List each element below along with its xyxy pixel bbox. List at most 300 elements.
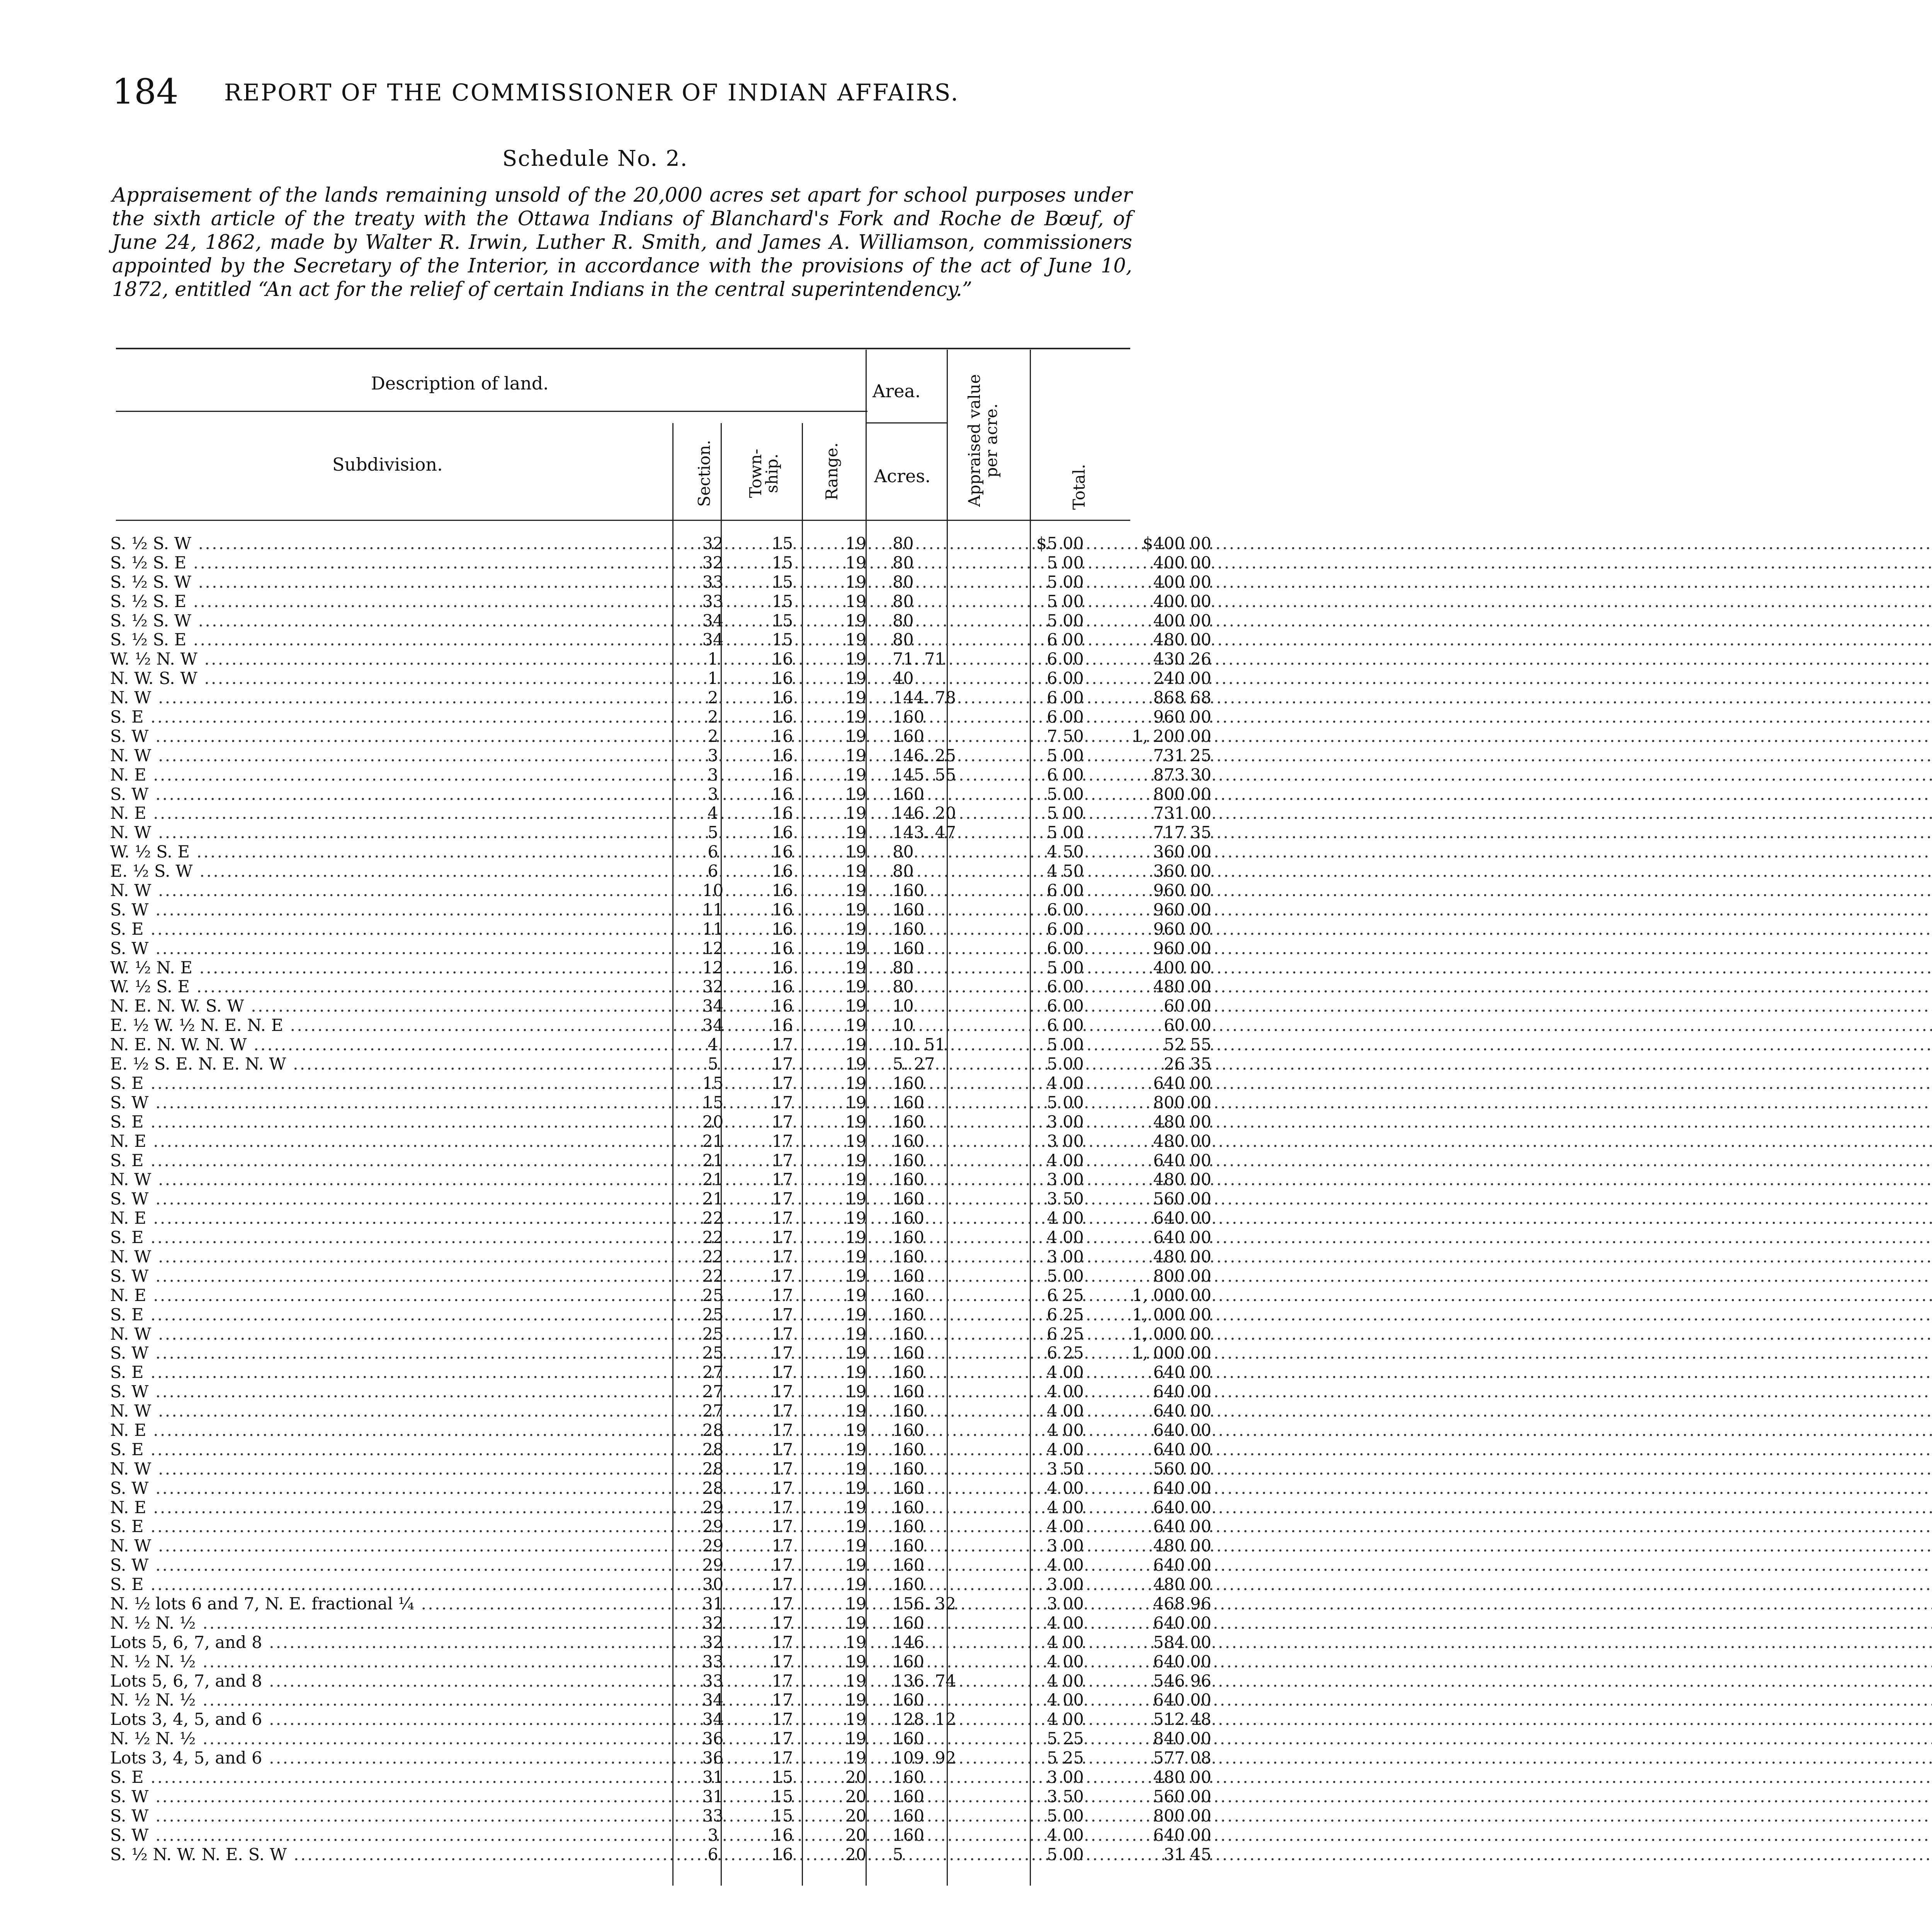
total-cell: 640 00 [1153, 1382, 1211, 1402]
township-cell: 16 [772, 688, 793, 708]
acres-cell: 160 [893, 1324, 925, 1344]
section-cell: 1 [707, 669, 718, 689]
acres-cell: 80 [893, 842, 914, 862]
township-cell: 17 [772, 1633, 793, 1652]
value-per-acre-cell: 5 00 [1047, 611, 1084, 631]
section-cell: 34 [702, 1016, 724, 1036]
total-cell: 873 30 [1153, 765, 1211, 785]
section-cell: 31 [702, 1594, 724, 1614]
table-row [110, 1575, 1211, 1595]
range-cell: 19 [845, 1189, 867, 1209]
subdivision-cell: N. W ..... [110, 1402, 667, 1421]
total-cell: 1, 000 00 [1132, 1324, 1211, 1344]
value-per-acre-cell: 4 00 [1047, 1498, 1084, 1517]
range-cell: 19 [845, 1594, 867, 1614]
value-per-acre-cell: 6 25 [1047, 1286, 1084, 1305]
table-row [110, 650, 1211, 669]
township-cell: 17 [772, 1209, 793, 1228]
acres-cell: 80 [893, 611, 914, 631]
acres-cell: 5 [893, 1845, 903, 1864]
subdivision-cell: N. W ..... [110, 1170, 667, 1190]
range-cell: 20 [845, 1825, 867, 1845]
acres-cell: 160 [893, 1266, 925, 1286]
subdivision-cell: Lots 5, 6, 7, and 8 ..... [110, 1672, 667, 1691]
range-cell: 20 [845, 1806, 867, 1826]
table-row [110, 572, 1211, 592]
acres-cell: 160 [893, 1131, 925, 1151]
section-cell: 28 [702, 1420, 724, 1440]
header-divider-rule [116, 411, 867, 412]
section-cell: 33 [702, 1671, 724, 1691]
range-cell: 20 [845, 1845, 867, 1864]
acres-cell: 160 [893, 1806, 925, 1826]
acres-cell: 160 [893, 1073, 925, 1093]
range-cell: 19 [845, 1556, 867, 1575]
acres-cell: 160 [893, 1440, 925, 1459]
acres-cell: 160 [893, 881, 925, 901]
total-cell: 800 00 [1153, 1266, 1211, 1286]
range-cell: 19 [845, 900, 867, 920]
total-cell: 480 00 [1153, 1112, 1211, 1132]
township-cell: 16 [772, 804, 793, 823]
acres-cell: 160 [893, 784, 925, 804]
area-group-header: Area. [872, 381, 921, 401]
subdivision-cell: W. ½ N. W ..... [110, 650, 667, 669]
value-per-acre-cell: 4 00 [1047, 1478, 1084, 1498]
section-cell: 36 [702, 1729, 724, 1749]
range-cell: 19 [845, 1112, 867, 1132]
table-row [110, 1787, 1211, 1807]
range-cell: 19 [845, 669, 867, 689]
total-cell: 640 00 [1153, 1228, 1211, 1248]
range-cell: 19 [845, 1633, 867, 1652]
section-cell: 25 [702, 1286, 724, 1305]
section-cell: 22 [702, 1266, 724, 1286]
total-cell: 640 00 [1153, 1613, 1211, 1633]
section-cell: 6 [707, 842, 718, 862]
township-cell: 15 [772, 592, 793, 611]
total-cell: 640 00 [1153, 1517, 1211, 1537]
section-cell: 34 [702, 611, 724, 631]
range-cell: 19 [845, 1170, 867, 1190]
value-per-acre-cell: 3 00 [1047, 1594, 1084, 1614]
range-cell: 19 [845, 707, 867, 727]
table-row [110, 726, 1211, 747]
acres-cell: 160 [893, 1652, 925, 1672]
subdivision-cell: N. E ..... [110, 1132, 667, 1151]
total-cell: 400 00 [1153, 958, 1211, 978]
total-cell: 1, 200 00 [1132, 726, 1211, 746]
acres-cell: 160 [893, 1690, 925, 1710]
value-per-acre-cell: 4 00 [1047, 1633, 1084, 1652]
range-cell: 19 [845, 1498, 867, 1517]
total-cell: 868 68 [1153, 688, 1211, 708]
acres-cell: 160 [893, 1209, 925, 1228]
value-per-acre-cell: 6 00 [1047, 939, 1084, 958]
township-cell: 17 [772, 1035, 793, 1055]
table-row [110, 688, 1211, 708]
table-row [110, 1344, 1211, 1363]
acres-cell: 10 [893, 1016, 914, 1036]
total-cell: 546 96 [1153, 1671, 1211, 1691]
table-row [110, 881, 1211, 901]
section-cell: 3 [707, 1825, 718, 1845]
section-cell: 31 [702, 1787, 724, 1806]
section-cell: 12 [702, 939, 724, 958]
value-per-acre-cell: 5 00 [1047, 1845, 1084, 1864]
table-row [110, 1016, 1211, 1036]
acres-cell: 160 [893, 1228, 925, 1248]
subdivision-cell: S. E ..... [110, 920, 667, 939]
acres-cell: 160 [893, 1498, 925, 1517]
section-cell: 12 [702, 958, 724, 978]
total-cell: 640 00 [1153, 1209, 1211, 1228]
table-row [110, 1420, 1211, 1440]
section-cell: 6 [707, 862, 718, 881]
acres-cell: 136. 74 [893, 1671, 956, 1691]
acres-cell: 160 [893, 900, 925, 920]
table-row [110, 1768, 1211, 1787]
township-cell: 15 [772, 611, 793, 631]
section-header: Section. [695, 440, 714, 507]
township-cell: 17 [772, 1073, 793, 1093]
subdivision-cell: S. E ..... [110, 1113, 667, 1132]
table-row [110, 1401, 1211, 1421]
range-cell: 19 [845, 1363, 867, 1383]
table-top-rule [116, 348, 1130, 349]
section-cell: 28 [702, 1440, 724, 1459]
township-cell: 16 [772, 900, 793, 920]
table-row [110, 1324, 1211, 1344]
section-cell: 29 [702, 1498, 724, 1517]
range-cell: 19 [845, 1575, 867, 1595]
value-per-acre-cell: 3 00 [1047, 1536, 1084, 1556]
section-cell: 3 [707, 784, 718, 804]
acres-cell: 146. 25 [893, 746, 956, 765]
total-cell: 52 55 [1163, 1035, 1211, 1055]
section-cell: 36 [702, 1748, 724, 1768]
total-cell: 960 00 [1153, 939, 1211, 958]
total-cell: 1, 000 00 [1132, 1286, 1211, 1305]
township-cell: 17 [772, 1536, 793, 1556]
township-cell: 16 [772, 669, 793, 689]
subdivision-cell: N. W ..... [110, 1460, 667, 1479]
total-cell: 480 00 [1153, 1575, 1211, 1595]
acres-cell: 160 [893, 1517, 925, 1537]
value-per-acre-cell: 7 50 [1047, 726, 1084, 746]
table-row [110, 1247, 1211, 1267]
township-cell: 17 [772, 1748, 793, 1768]
range-cell: 19 [845, 842, 867, 862]
acres-cell: 156. 32 [893, 1594, 956, 1614]
value-per-acre-cell: 6 25 [1047, 1344, 1084, 1363]
total-cell: 480 00 [1153, 977, 1211, 997]
value-per-acre-cell: 5 00 [1047, 1035, 1084, 1055]
township-cell: 16 [772, 958, 793, 978]
township-cell: 15 [772, 1787, 793, 1806]
subdivision-cell: N. W ..... [110, 1325, 667, 1344]
section-cell: 2 [707, 688, 718, 708]
township-cell: 16 [772, 997, 793, 1016]
acres-cell: 160 [893, 1478, 925, 1498]
range-cell: 20 [845, 1787, 867, 1806]
subdivision-cell: S. W ..... [110, 901, 667, 920]
table-row [110, 804, 1211, 823]
subdivision-cell: N. E ..... [110, 804, 667, 823]
value-per-acre-cell: 6 00 [1047, 997, 1084, 1016]
table-row [110, 862, 1211, 881]
total-cell: $400 00 [1143, 534, 1211, 553]
value-per-acre-cell: 3 00 [1047, 1131, 1084, 1151]
section-cell: 21 [702, 1131, 724, 1151]
range-cell: 19 [845, 881, 867, 901]
subdivision-cell: E. ½ S. W ..... [110, 862, 667, 881]
township-header: Town-ship. [746, 449, 781, 498]
range-cell: 20 [845, 1768, 867, 1787]
total-cell: 400 00 [1153, 611, 1211, 631]
total-cell: 560 00 [1153, 1459, 1211, 1479]
subdivision-cell: S. W ..... [110, 1344, 667, 1363]
acres-cell: 160 [893, 1382, 925, 1402]
total-cell: 430 26 [1153, 650, 1211, 669]
township-cell: 17 [772, 1478, 793, 1498]
total-cell: 960 00 [1153, 900, 1211, 920]
township-cell: 16 [772, 1825, 793, 1845]
township-cell: 17 [772, 1131, 793, 1151]
total-cell: 560 00 [1153, 1787, 1211, 1806]
value-per-acre-cell: 3 00 [1047, 1112, 1084, 1132]
value-per-acre-cell: 3 00 [1047, 1575, 1084, 1595]
area-divider-rule [866, 422, 947, 423]
range-cell: 19 [845, 1690, 867, 1710]
value-per-acre-cell: 3 50 [1047, 1189, 1084, 1209]
table-row [110, 1209, 1211, 1228]
value-per-acre-cell: 4 00 [1047, 1228, 1084, 1248]
range-cell: 19 [845, 1382, 867, 1402]
table-row [110, 958, 1211, 978]
township-cell: 15 [772, 534, 793, 553]
value-per-acre-cell: 6 00 [1047, 688, 1084, 708]
township-cell: 16 [772, 784, 793, 804]
township-cell: 15 [772, 1806, 793, 1826]
page-number: 184 [112, 71, 179, 112]
total-cell: 640 00 [1153, 1825, 1211, 1845]
township-cell: 15 [772, 630, 793, 650]
township-cell: 17 [772, 1440, 793, 1459]
value-per-acre-cell: 3 00 [1047, 1247, 1084, 1267]
township-cell: 16 [772, 1845, 793, 1864]
total-cell: 717 35 [1153, 823, 1211, 843]
total-cell: 640 00 [1153, 1401, 1211, 1421]
range-cell: 19 [845, 1151, 867, 1170]
subdivision-header: Subdivision. [332, 454, 443, 475]
section-cell: 25 [702, 1344, 724, 1363]
township-cell: 17 [772, 1305, 793, 1325]
value-per-acre-cell: 5 00 [1047, 746, 1084, 765]
subdivision-cell: S. ½ S. E ..... [110, 631, 667, 650]
total-cell: 480 00 [1153, 1536, 1211, 1556]
subdivision-cell: N. W ..... [110, 1248, 667, 1267]
total-cell: 400 00 [1153, 592, 1211, 611]
table-row [110, 746, 1211, 766]
table-row [110, 1363, 1211, 1383]
total-cell: 560 00 [1153, 1189, 1211, 1209]
total-cell: 1, 000 00 [1132, 1305, 1211, 1325]
value-per-acre-cell: 5 00 [1047, 592, 1084, 611]
table-row [110, 1382, 1211, 1402]
section-cell: 32 [702, 1633, 724, 1652]
acres-cell: 160 [893, 1112, 925, 1132]
section-cell: 33 [702, 1806, 724, 1826]
range-cell: 19 [845, 958, 867, 978]
section-cell: 33 [702, 1652, 724, 1672]
table-row [110, 1498, 1211, 1518]
header-bottom-rule [116, 520, 1130, 521]
table-row [110, 1440, 1211, 1460]
subdivision-cell: N. E ..... [110, 1286, 667, 1306]
subdivision-cell: S. E ..... [110, 1768, 667, 1787]
range-cell: 19 [845, 1671, 867, 1691]
section-cell: 5 [707, 1054, 718, 1074]
value-per-acre-cell: 5 25 [1047, 1748, 1084, 1768]
acres-cell: 160 [893, 1729, 925, 1749]
acres-cell: 80 [893, 553, 914, 573]
value-per-acre-cell: 4 00 [1047, 1671, 1084, 1691]
subdivision-cell: S. W ..... [110, 1190, 667, 1209]
section-cell: 15 [702, 1093, 724, 1112]
total-cell: 1, 000 00 [1132, 1344, 1211, 1363]
subdivision-cell: N. ½ N. ½ ..... [110, 1614, 667, 1633]
subdivision-cell: E. ½ W. ½ N. E. N. E ..... [110, 1016, 667, 1036]
range-cell: 19 [845, 919, 867, 939]
running-title: REPORT OF THE COMMISSIONER OF INDIAN AFFAIRS. [224, 79, 959, 106]
total-cell: 480 00 [1153, 1247, 1211, 1267]
table-row [110, 784, 1211, 804]
section-cell: 29 [702, 1556, 724, 1575]
subdivision-cell: S. ½ S. W ..... [110, 612, 667, 631]
value-per-acre-cell: 5 00 [1047, 823, 1084, 843]
range-cell: 19 [845, 1131, 867, 1151]
subdivision-cell: S. W ..... [110, 1807, 667, 1826]
table-row [110, 765, 1211, 785]
table-row [110, 669, 1211, 689]
acres-cell: 160 [893, 1189, 925, 1209]
table-row [110, 1710, 1211, 1730]
total-cell: 400 00 [1153, 553, 1211, 573]
acres-cell: 80 [893, 630, 914, 650]
acres-cell: 144. 78 [893, 688, 956, 708]
township-cell: 17 [772, 1170, 793, 1190]
subdivision-cell: N. W. S. W ..... [110, 669, 667, 689]
value-per-acre-cell: 4 50 [1047, 842, 1084, 862]
range-cell: 19 [845, 534, 867, 553]
value-per-acre-cell: 4 00 [1047, 1517, 1084, 1537]
table-row [110, 1594, 1211, 1614]
description-group-header: Description of land. [371, 373, 549, 394]
acres-cell: 160 [893, 919, 925, 939]
value-per-acre-cell: 5 00 [1047, 784, 1084, 804]
section-cell: 32 [702, 553, 724, 573]
value-per-acre-cell: 6 00 [1047, 1016, 1084, 1036]
acres-cell: 146 [893, 1633, 925, 1652]
value-per-acre-cell: 4 50 [1047, 862, 1084, 881]
subdivision-cell: N. ½ lots 6 and 7, N. E. fractional ¼ ..... [110, 1595, 667, 1614]
range-cell: 19 [845, 997, 867, 1016]
value-per-acre-cell: 5 25 [1047, 1729, 1084, 1749]
table-row [110, 1690, 1211, 1710]
section-cell: 6 [707, 1845, 718, 1864]
acres-cell: 5. 27 [893, 1054, 935, 1074]
table-row [110, 630, 1211, 650]
total-cell: 960 00 [1153, 881, 1211, 901]
total-cell: 480 00 [1153, 1131, 1211, 1151]
acres-cell: 160 [893, 1401, 925, 1421]
section-cell: 29 [702, 1536, 724, 1556]
acres-cell: 160 [893, 1575, 925, 1595]
section-cell: 21 [702, 1151, 724, 1170]
subdivision-cell: S. E ..... [110, 1517, 667, 1537]
table-row [110, 1748, 1211, 1768]
table-row [110, 534, 1211, 554]
acres-cell: 160 [893, 939, 925, 958]
section-cell: 34 [702, 630, 724, 650]
subdivision-cell: S. ½ S. E ..... [110, 592, 667, 612]
total-cell: 840 00 [1153, 1729, 1211, 1749]
schedule-caption: Appraisement of the lands remaining unsold of the 20,000 acres set apart for school purposes under the sixth article of the treaty with the Ottawa Indians of Blanchard's Fork and Roche de Bœuf, of June 24, 1862, made by Walter R. Irwin, Luther R. Smith, and James A. Williamson, commissioners appointed by the Secretary of the Interior, in accordance with the provisions of the act of June 10, 1872, entitled “An act for the relief of certain Indians in the central superintendency.” [112, 184, 1132, 301]
range-cell: 19 [845, 1440, 867, 1459]
value-per-acre-cell: $5 00 [1036, 534, 1084, 553]
value-per-acre-cell: 5 00 [1047, 804, 1084, 823]
range-cell: 19 [845, 1247, 867, 1267]
subdivision-cell: N. W ..... [110, 747, 667, 766]
acres-cell: 160 [893, 1556, 925, 1575]
range-cell: 19 [845, 1729, 867, 1749]
section-cell: 34 [702, 1710, 724, 1730]
subdivision-cell: N. W ..... [110, 881, 667, 901]
township-cell: 17 [772, 1671, 793, 1691]
subdivision-cell: N. E. N. W. S. W ..... [110, 997, 667, 1016]
subdivision-cell: S. W ..... [110, 1094, 667, 1113]
value-per-acre-cell: 4 00 [1047, 1151, 1084, 1170]
township-cell: 17 [772, 1228, 793, 1248]
acres-cell: 109. 92 [893, 1748, 956, 1768]
township-cell: 17 [772, 1093, 793, 1112]
township-cell: 17 [772, 1459, 793, 1479]
section-cell: 34 [702, 997, 724, 1016]
total-cell: 640 00 [1153, 1420, 1211, 1440]
value-per-acre-cell: 5 00 [1047, 1806, 1084, 1826]
section-cell: 34 [702, 1690, 724, 1710]
township-cell: 17 [772, 1420, 793, 1440]
total-cell: 640 00 [1153, 1363, 1211, 1383]
value-per-acre-cell: 6 00 [1047, 707, 1084, 727]
table-row [110, 1093, 1211, 1113]
section-cell: 21 [702, 1189, 724, 1209]
subdivision-cell: S. W ..... [110, 1267, 667, 1286]
township-cell: 17 [772, 1054, 793, 1074]
section-cell: 31 [702, 1768, 724, 1787]
subdivision-cell: E. ½ S. E. N. E. N. W ..... [110, 1055, 667, 1074]
subdivision-cell: S. W ..... [110, 1479, 667, 1498]
subdivision-cell: S. E ..... [110, 1306, 667, 1325]
total-cell: 800 00 [1153, 1093, 1211, 1112]
subdivision-cell: N. ½ N. ½ ..... [110, 1691, 667, 1710]
table-row [110, 1806, 1211, 1826]
total-cell: 480 00 [1153, 1170, 1211, 1190]
acres-cell: 160 [893, 1536, 925, 1556]
section-cell: 27 [702, 1401, 724, 1421]
value-per-acre-cell: 4 00 [1047, 1382, 1084, 1402]
